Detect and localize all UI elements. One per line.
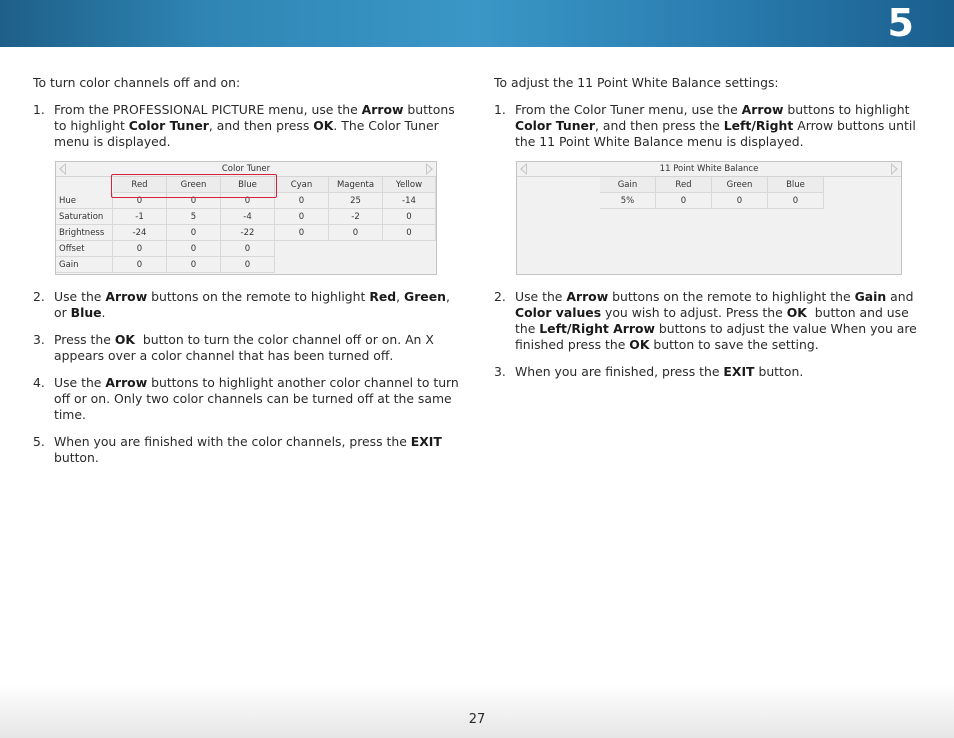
column-header: Blue: [768, 177, 824, 193]
step-text: . The Color Tuner menu is displayed.: [54, 118, 439, 149]
step-text: button and use the: [515, 305, 913, 336]
right-step-1: [494, 102, 924, 150]
row-label: Offset: [56, 241, 113, 257]
row-label: Hue: [56, 193, 113, 209]
value-cell: -2: [329, 209, 383, 225]
value-cell: 0: [712, 193, 768, 209]
value-cell: 0: [383, 209, 436, 225]
step-bold: Color Tuner: [515, 118, 596, 133]
step-text: buttons to highlight: [54, 102, 455, 133]
right-arrow-icon[interactable]: [426, 163, 433, 175]
color-tuner-grid: [56, 177, 436, 273]
value-cell: 0: [167, 257, 221, 273]
column-header: Green: [167, 177, 221, 193]
row-label: Brightness: [56, 225, 113, 241]
color-tuner-row[interactable]: [56, 241, 436, 257]
white-balance-grid: [517, 177, 901, 209]
value-cell: 0: [167, 193, 221, 209]
step-bold: OK: [629, 337, 650, 352]
white-balance-title-bar: [517, 162, 901, 177]
right-arrow-icon[interactable]: [891, 163, 898, 175]
step-text: button.: [54, 450, 99, 465]
step-text: Use the: [54, 289, 106, 304]
footer-bar: [0, 684, 954, 738]
value-cell: 0: [167, 241, 221, 257]
left-intro: To turn color channels off and on:: [33, 75, 241, 90]
step-number: 2.: [33, 289, 45, 304]
value-cell: 0: [275, 225, 329, 241]
white-balance-menu: [516, 161, 902, 275]
value-cell: 0: [113, 257, 167, 273]
step-bold: Arrow: [105, 375, 148, 390]
step-bold: Arrow: [105, 289, 148, 304]
white-balance-value-row: [517, 193, 901, 209]
step-bold: Blue: [70, 305, 102, 320]
step-text: you wish to adjust. Press the: [601, 305, 787, 320]
value-cell: 0: [275, 209, 329, 225]
step-text: From the Color Tuner menu, use the: [515, 102, 742, 117]
step-text: When you are finished with the color channels, press the: [54, 434, 411, 449]
value-cell: 0: [768, 193, 824, 209]
left-arrow-icon[interactable]: [520, 163, 527, 175]
step-text: Arrow buttons until the 11 Point White Balance menu is displayed.: [515, 118, 916, 149]
value-cell: 0: [221, 241, 275, 257]
step-text: buttons on the remote to highlight the: [608, 289, 855, 304]
header-spacer: [56, 177, 113, 193]
value-cell: 25: [329, 193, 383, 209]
step-bold: Arrow: [566, 289, 609, 304]
step-text: buttons to adjust the value When you are finished press the: [515, 321, 917, 352]
step-text: buttons on the remote to highlight: [147, 289, 370, 304]
color-tuner-row[interactable]: [56, 193, 436, 209]
left-column: [33, 75, 463, 477]
step-bold: EXIT: [410, 434, 442, 449]
value-cell: -1: [113, 209, 167, 225]
value-cell: 0: [113, 241, 167, 257]
color-tuner-row[interactable]: [56, 257, 436, 273]
row-label: Saturation: [56, 209, 113, 225]
step-text: Press the: [54, 332, 115, 347]
step-bold: Left/Right: [723, 118, 794, 133]
value-cell: 0: [113, 193, 167, 209]
step-number: 1.: [33, 102, 45, 117]
step-bold: Arrow: [741, 102, 784, 117]
color-tuner-menu: [55, 161, 437, 275]
step-bold: Green: [404, 289, 446, 304]
value-cell: 0: [383, 225, 436, 241]
step-number: 3.: [33, 332, 45, 347]
value-cell: -24: [113, 225, 167, 241]
step-text: ,: [396, 289, 405, 304]
column-header: Yellow: [383, 177, 436, 193]
step-bold: OK: [786, 305, 807, 320]
step-text: button to turn the color channel off or on. An X appears over a color channel that has been turned off.: [54, 332, 438, 363]
left-step-5: [33, 434, 463, 466]
step-number: 4.: [33, 375, 45, 390]
value-cell: 0: [275, 193, 329, 209]
left-step-3: [33, 332, 463, 364]
step-bold: Arrow: [361, 102, 404, 117]
header-spacer: [517, 177, 600, 193]
column-header: Cyan: [275, 177, 329, 193]
step-text: From the PROFESSIONAL PICTURE menu, use the: [54, 102, 362, 117]
step-number: 5.: [33, 434, 45, 449]
row-label: Gain: [56, 257, 113, 273]
step-bold: Color values: [515, 305, 602, 320]
value-cell: 5%: [600, 193, 656, 209]
step-bold: Red: [369, 289, 397, 304]
step-text: Use the: [54, 375, 106, 390]
color-tuner-title: Color Tuner: [221, 164, 271, 174]
value-cell: -22: [221, 225, 275, 241]
color-tuner-row[interactable]: [56, 225, 436, 241]
step-text: , and then press the: [595, 118, 724, 133]
page-number: 27: [468, 712, 486, 727]
step-text: , or: [54, 289, 450, 320]
step-bold: Left/Right Arrow: [539, 321, 655, 336]
step-text: buttons to highlight: [783, 102, 910, 117]
step-text: buttons to highlight another color channel to turn off or on. Only two color channels can be turned off at the same time.: [54, 375, 459, 422]
right-step-2: [494, 289, 924, 353]
step-text: When you are finished, press the: [515, 364, 724, 379]
step-text: button.: [754, 364, 804, 379]
chapter-header-bar: [0, 0, 954, 47]
right-step-3: [494, 364, 924, 380]
column-header: Red: [656, 177, 712, 193]
white-balance-header-row: [517, 177, 901, 193]
value-cell: -14: [383, 193, 436, 209]
step-text: button to save the setting.: [649, 337, 819, 352]
left-arrow-icon[interactable]: [59, 163, 66, 175]
column-header: Gain: [600, 177, 656, 193]
step-bold: OK: [313, 118, 334, 133]
value-cell: 0: [329, 225, 383, 241]
color-tuner-row[interactable]: [56, 209, 436, 225]
step-text: , and then press: [208, 118, 314, 133]
column-header: Green: [712, 177, 768, 193]
step-bold: Color Tuner: [128, 118, 209, 133]
right-column: [494, 75, 924, 391]
step-bold: Gain: [854, 289, 887, 304]
value-cell: 0: [656, 193, 712, 209]
step-number: 1.: [494, 102, 506, 117]
value-cell: 0: [167, 225, 221, 241]
value-cell: 5: [167, 209, 221, 225]
value-cell: 0: [221, 193, 275, 209]
white-balance-title: 11 Point White Balance: [659, 164, 759, 174]
column-header: Red: [113, 177, 167, 193]
step-text: .: [101, 305, 106, 320]
step-text: and: [886, 289, 914, 304]
step-number: 3.: [494, 364, 506, 379]
chapter-number: 5: [887, 1, 914, 45]
row-spacer: [517, 193, 600, 209]
column-header: Magenta: [329, 177, 383, 193]
step-bold: EXIT: [723, 364, 755, 379]
left-step-1: [33, 102, 463, 150]
step-number: 2.: [494, 289, 506, 304]
color-tuner-title-bar: [56, 162, 436, 177]
column-header: Blue: [221, 177, 275, 193]
left-step-4: [33, 375, 463, 423]
step-bold: OK: [114, 332, 135, 347]
value-cell: 0: [221, 257, 275, 273]
color-tuner-header-row: [56, 177, 436, 193]
left-step-2: [33, 289, 463, 321]
right-intro: To adjust the 11 Point White Balance settings:: [494, 75, 779, 90]
step-text: Use the: [515, 289, 567, 304]
value-cell: -4: [221, 209, 275, 225]
